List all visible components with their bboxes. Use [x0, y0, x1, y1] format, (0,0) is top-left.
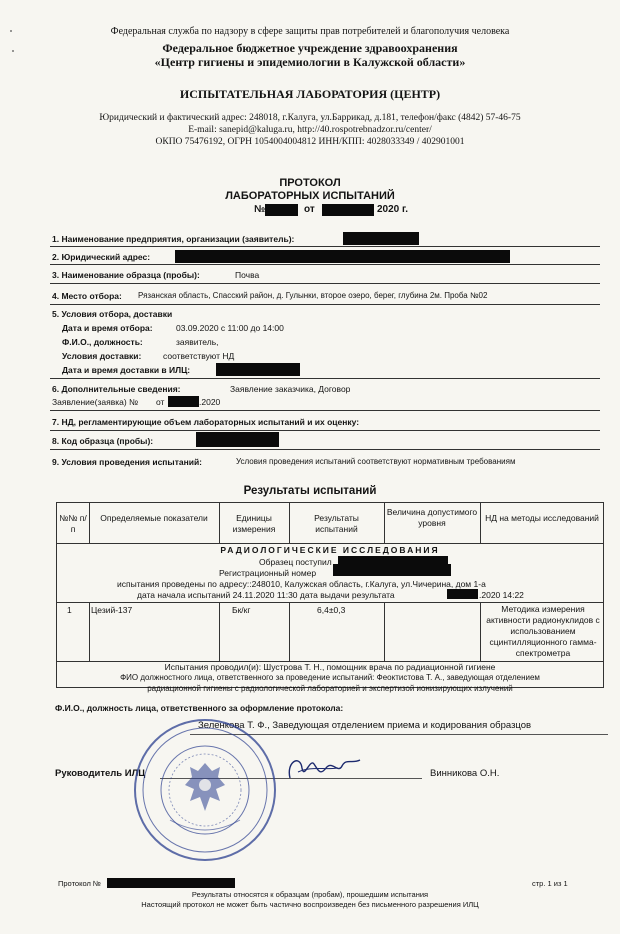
field-delivery-date-label: Дата и время доставки в ИЛЦ:	[62, 365, 191, 375]
field-legal-address-label: 2. Юридический адрес:	[52, 252, 151, 262]
results-title: Результаты испытаний	[243, 485, 377, 497]
header-rule	[57, 543, 603, 544]
field-rule	[50, 304, 600, 305]
column-rule	[219, 602, 220, 661]
field-regulations-label: 7. НД, регламентирующие объем лабораторных испытаний и их оценку:	[52, 417, 360, 427]
tested-by: Испытания проводил(и): Шустрова Т. Н., помощник врача по радиационной гигиене	[164, 662, 496, 672]
footer-protocol-label: Протокол №	[58, 879, 101, 888]
footer-note-results: Результаты относятся к образцам (пробам), прошедшим испытания	[191, 890, 429, 899]
field-sample-name-label: 3. Наименование образца (пробы):	[52, 270, 200, 280]
footer-note-reproduction: Настоящий протокол не может быть частично воспроизведен без письменного разрешения ИЛЦ	[141, 900, 479, 909]
page-number: стр. 1 из 1	[532, 879, 568, 888]
agency-name: Федеральная служба по надзору в сфере защиты прав потребителей и благополучия человека	[110, 26, 510, 37]
head-label: Руководитель ИЛЦ	[55, 768, 146, 779]
field-fio-value: заявитель,	[176, 337, 219, 347]
protocol-title: ПРОТОКОЛ	[279, 177, 341, 189]
field-rule	[50, 430, 600, 431]
field-sampling-date-value: 03.09.2020 с 11:00 до 14:00	[176, 323, 284, 333]
institution-type: Федеральное бюджетное учреждение здравоохранения	[162, 41, 458, 55]
test-dates: дата начала испытаний 24.11.2020 11:30 дата выдачи результата	[137, 590, 395, 600]
lab-email: E-mail: sanepid@kaluga.ru, http://40.rospotrebnadzor.ru/center/	[188, 125, 432, 135]
redacted-protocol-number	[265, 204, 298, 216]
protocol-subtitle: ЛАБОРАТОРНЫХ ИСПЫТАНИЙ	[225, 190, 395, 202]
section-heading: РАДИОЛОГИЧЕСКИЕ ИССЛЕДОВАНИЯ	[220, 545, 440, 555]
column-rule	[289, 602, 290, 661]
field-test-conditions-label: 9. Условия проведения испытаний:	[52, 457, 202, 467]
results-table	[56, 502, 604, 693]
field-additional-value: Заявление заказчика, Договор	[230, 384, 351, 394]
institution-name: «Центр гигиены и эпидемиологии в Калужской области»	[154, 55, 466, 69]
col-header-number: №№ п/п	[59, 513, 87, 534]
protocol-number-label: №	[254, 204, 266, 215]
field-sample-code-label: 8. Код образца (пробы):	[52, 436, 154, 446]
registration-number-label: Регистрационный номер	[219, 568, 317, 578]
field-rule	[50, 246, 600, 247]
lab-address: Юридический и фактический адрес: 248018, г.Калуга, ул.Баррикад, д.181, телефон/факс (4842) 57-46-75	[99, 113, 521, 123]
col-header-method: НД на методы исследований	[485, 513, 599, 523]
lab-codes: ОКПО 75476192, ОГРН 1054004004812 ИНН/КПП: 4028033349 / 402901001	[155, 137, 465, 147]
field-test-conditions-value: Условия проведения испытаний соответствуют нормативным требованиям	[236, 457, 516, 466]
head-value: Винникова О.Н.	[430, 768, 500, 779]
redacted-applicant	[343, 232, 419, 245]
scan-speck	[12, 50, 14, 52]
official-stamp	[130, 715, 280, 865]
row-rule	[57, 602, 603, 603]
row-method: Методика измерения активности радионуклидов с использованием сцинтилляционного гамма-спектрометра	[486, 604, 600, 658]
redacted-registration-number	[333, 564, 451, 576]
column-rule	[384, 602, 385, 661]
col-header-limit: Величина допустимого уровня	[386, 507, 478, 528]
redacted-result-date	[447, 589, 478, 599]
redacted-legal-address	[175, 250, 510, 263]
field-rule	[50, 283, 600, 284]
protocol-year: 2020 г.	[377, 204, 408, 215]
protocol-date-from: от	[304, 204, 315, 215]
field-sampling-place-label: 4. Место отбора:	[52, 291, 122, 301]
column-rule	[480, 602, 481, 661]
redacted-footer-protocol	[107, 878, 235, 888]
responsible-person-label: Ф.И.О., должность лица, ответственного за оформление протокола:	[55, 703, 344, 713]
field-additional-label: 6. Дополнительные сведения:	[52, 384, 181, 394]
field-fio-label: Ф.И.О., должность:	[62, 337, 143, 347]
col-header-unit: Единицы измерения	[232, 513, 276, 534]
responsible-person-value: Зеленкова Т. Ф., Заведующая отделением приема и кодирования образцов	[198, 720, 532, 731]
field-sample-name-value: Почва	[235, 270, 260, 280]
field-application-year: .2020	[199, 397, 221, 407]
field-rule	[50, 378, 600, 379]
test-address: испытания проведены по адресу::248010, Калужская область, г.Калуга, ул.Чичерина, дом 1-а	[117, 579, 486, 589]
field-sampling-date-label: Дата и время отбора:	[62, 323, 153, 333]
responsible-department: радиационной гигиены с радиологической лабораторией и экспертизой ионизирующих излучений	[147, 684, 513, 693]
sample-received-label: Образец поступил	[259, 557, 332, 567]
field-rule	[50, 449, 600, 450]
column-rule	[89, 602, 90, 661]
responsible-official: ФИО должностного лица, ответственного за проведение испытаний: Феоктистова Т. А., заведующая отделением	[120, 673, 540, 682]
col-header-indicator: Определяемые показатели	[100, 513, 208, 523]
column-rule	[289, 503, 290, 543]
test-dates-end: .2020 14:22	[479, 590, 524, 600]
lab-name: ИСПЫТАТЕЛЬНАЯ ЛАБОРАТОРИЯ (ЦЕНТР)	[179, 87, 441, 101]
field-application-from: от	[156, 397, 165, 407]
row-indicator: Цезий-137	[91, 605, 133, 615]
row-unit: Бк/кг	[232, 605, 251, 615]
field-conditions-label: 5. Условия отбора, доставки	[52, 309, 173, 319]
redacted-application-date	[168, 396, 199, 407]
col-header-result: Результаты испытаний	[314, 513, 359, 534]
field-rule	[50, 264, 600, 265]
row-number: 1	[67, 605, 72, 615]
redacted-protocol-date	[322, 204, 374, 216]
handwritten-signature	[280, 752, 365, 786]
field-rule	[50, 410, 600, 411]
redacted-sample-code	[196, 432, 279, 447]
redacted-delivery-date	[216, 363, 300, 376]
row-result: 6,4±0,3	[317, 605, 346, 615]
field-delivery-conditions-label: Условия доставки:	[62, 351, 142, 361]
field-delivery-conditions-value: соответствуют НД	[163, 351, 235, 361]
field-sampling-place-value: Рязанская область, Спасский район, д. Гулынки, второе озеро, берег, глубина 2м. Проба №02	[138, 291, 488, 300]
field-applicant-label: 1. Наименование предприятия, организации (заявитель):	[52, 234, 295, 244]
field-application-label: Заявление(заявка) №	[52, 397, 139, 407]
scan-speck	[10, 30, 12, 32]
